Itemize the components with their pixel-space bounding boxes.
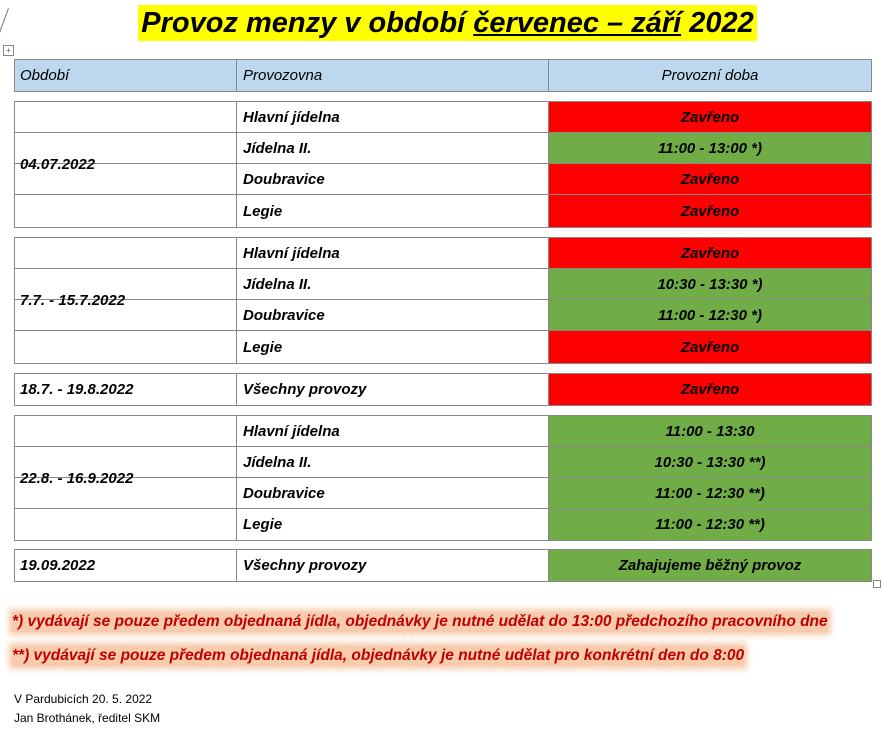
place-cell: Legie bbox=[236, 195, 548, 227]
place-cell: Hlavní jídelna bbox=[236, 102, 548, 133]
period-cell: 7.7. - 15.7.2022 bbox=[14, 238, 236, 363]
hours-cell: 11:00 - 12:30 *) bbox=[548, 300, 872, 331]
place-cell: Doubravice bbox=[236, 478, 548, 509]
header-period: Období bbox=[14, 60, 236, 91]
period-cell-group-4 bbox=[14, 415, 236, 541]
period-cell: 19.09.2022 bbox=[14, 550, 236, 581]
place-cell: Všechny provozy bbox=[236, 374, 548, 405]
place-cell: Legie bbox=[236, 509, 548, 540]
period-cell: 04.07.2022 bbox=[14, 102, 236, 227]
place-cell: Jídelna II. bbox=[236, 133, 548, 164]
footer-signature: Jan Brothánek, ředitel SKM bbox=[14, 711, 161, 725]
table-row bbox=[14, 549, 872, 582]
header-hours: Provozní doba bbox=[548, 60, 872, 91]
table-header-row bbox=[14, 59, 872, 92]
place-cell: Doubravice bbox=[236, 164, 548, 195]
hours-cell: Zavřeno bbox=[548, 238, 872, 269]
footnote-1: *) vydávají se pouze předem objednaná jídla, objednávky je nutné udělat do 13:00 předchozího pracovního dne bbox=[12, 613, 828, 630]
period-cell: 22.8. - 16.9.2022 bbox=[14, 416, 236, 540]
title-part-2: červenec – září bbox=[473, 7, 682, 39]
table-row bbox=[14, 373, 872, 406]
table-resize-handle-icon[interactable] bbox=[873, 580, 881, 588]
period-cell-group-1 bbox=[14, 101, 236, 228]
hours-cell: 11:00 - 12:30 **) bbox=[548, 478, 872, 509]
page-title bbox=[138, 5, 757, 41]
footnote-2: **) vydávají se pouze předem objednaná jídla, objednávky je nutné udělat pro konkrétní den do 8:00 bbox=[12, 647, 745, 664]
hours-cell: 11:00 - 13:30 bbox=[548, 416, 872, 447]
place-cell: Hlavní jídelna bbox=[236, 238, 548, 269]
hours-cell: 11:00 - 12:30 **) bbox=[548, 509, 872, 540]
place-cell: Doubravice bbox=[236, 300, 548, 331]
place-cell: Jídelna II. bbox=[236, 447, 548, 478]
hours-cell: Zavřeno bbox=[548, 195, 872, 227]
title-part-1: Provoz menzy v období bbox=[141, 7, 474, 39]
hours-cell: 10:30 - 13:30 **) bbox=[548, 447, 872, 478]
place-cell: Legie bbox=[236, 331, 548, 363]
hours-cell: Zavřeno bbox=[548, 331, 872, 363]
footer-place-date: V Pardubicích 20. 5. 2022 bbox=[14, 692, 153, 706]
hours-cell: Zavřeno bbox=[548, 374, 872, 405]
hours-cell: 10:30 - 13:30 *) bbox=[548, 269, 872, 300]
title-container bbox=[0, 5, 895, 41]
table-move-handle-icon[interactable]: + bbox=[3, 45, 14, 56]
hours-cell: Zavřeno bbox=[548, 102, 872, 133]
place-cell: Hlavní jídelna bbox=[236, 416, 548, 447]
period-cell-group-2 bbox=[14, 237, 236, 364]
header-place: Provozovna bbox=[236, 60, 548, 91]
hours-cell: 11:00 - 13:00 *) bbox=[548, 133, 872, 164]
place-cell: Všechny provozy bbox=[236, 550, 548, 581]
place-cell: Jídelna II. bbox=[236, 269, 548, 300]
period-cell: 18.7. - 19.8.2022 bbox=[14, 374, 236, 405]
hours-cell: Zahajujeme běžný provoz bbox=[548, 550, 872, 581]
title-part-3: 2022 bbox=[681, 7, 754, 39]
hours-cell: Zavřeno bbox=[548, 164, 872, 195]
